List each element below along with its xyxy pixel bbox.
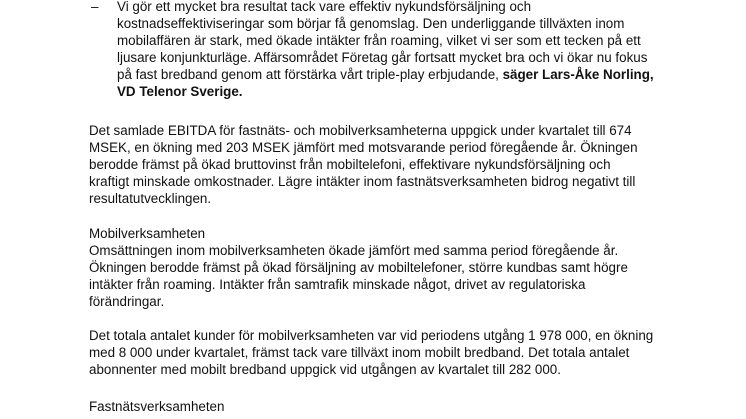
quote-attribution-title: VD Telenor Sverige.	[117, 84, 243, 99]
section-heading-fixed: Fastnätsverksamheten	[89, 399, 225, 414]
quote-line-plain: på fast bredband genom att förstärka vårt triple-play erbjudande,	[117, 67, 503, 82]
paragraph-line: berodde främst på ökad bruttovinst från mobiltelefoni, effektivare nykundsförsäljning och	[89, 157, 611, 172]
paragraph-line: Det totala antalet kunder för mobilverksamheten var vid periodens utgång 1 978 000, en ökning	[89, 328, 654, 343]
paragraph-line: Omsättningen inom mobilverksamheten ökade jämfört med samma period föregående år.	[89, 243, 619, 258]
paragraph-line: förändringar.	[89, 294, 165, 309]
quote-line	[117, 66, 657, 83]
quote-line: mobilaffären är stark, med ökade intäkter från roaming, vilket vi ser som ett tecken på ett	[117, 33, 641, 48]
paragraph-line: MSEK, en ökning med 203 MSEK jämfört med motsvarande period föregående år. Ökningen	[89, 140, 638, 155]
quote-line: ljusare konjunkturläge. Affärsområdet Företag går fortsatt mycket bra och vi ökar nu fokus	[117, 50, 648, 65]
paragraph-line: Ökningen berodde främst på ökad försäljning av mobiltelefoner, större kundbas samt högre	[89, 260, 628, 275]
paragraph-line: kraftigt minskade omkostnader. Lägre intäkter inom fastnätsverksamheten bidrog negativt till	[89, 174, 636, 189]
mobile-paragraph-2	[89, 327, 669, 378]
bullet-dash: –	[91, 0, 99, 14]
ebitda-paragraph	[89, 122, 669, 207]
paragraph-line: Det samlade EBITDA för fastnäts- och mobilverksamheterna uppgick under kvartalet till 674	[89, 123, 632, 138]
quote-text	[117, 0, 657, 100]
quote-line: Vi gör ett mycket bra resultat tack vare effektiv nykundsförsäljning och	[117, 0, 532, 14]
paragraph-line: med 8 000 under kvartalet, främst tack vare tillväxt inom mobilt bredband. Det totala antalet	[89, 345, 630, 360]
paragraph-line: intäkter från roaming. Intäkter från samtrafik minskade något, drivet av regulatoriska	[89, 277, 586, 292]
paragraph-line: abonnenter med mobilt bredband uppgick vid utgången av kvartalet till 282 000.	[89, 362, 561, 377]
section-heading-mobile: Mobilverksamheten	[89, 226, 206, 241]
quote-line: kostnadseffektiviseringar som börjar få genomslag. Den underliggande tillväxten inom	[117, 16, 625, 31]
quote-attribution: säger Lars-Åke Norling,	[502, 67, 654, 82]
paragraph-line: resultatutvecklingen.	[89, 191, 212, 206]
mobile-paragraph-1	[89, 242, 669, 310]
